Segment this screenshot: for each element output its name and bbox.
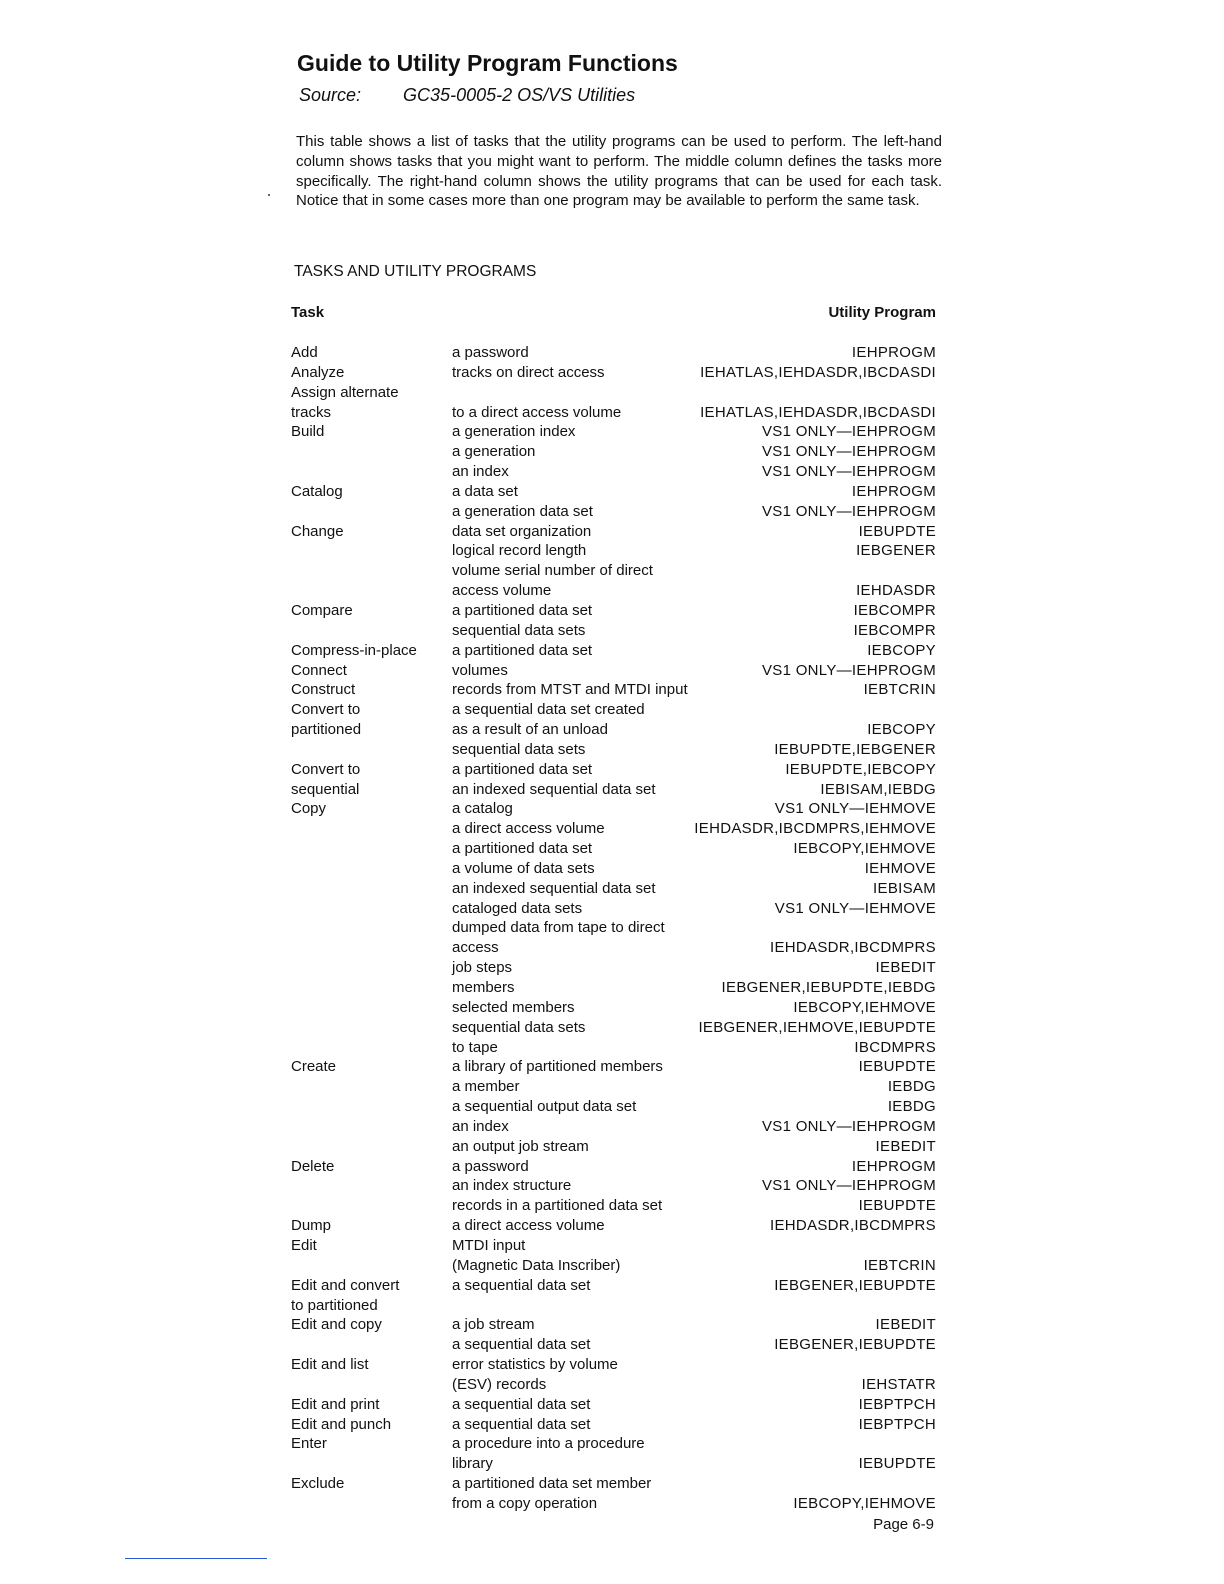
- description-cell: sequential data sets: [452, 740, 586, 758]
- task-cell: Copy: [291, 800, 327, 818]
- task-cell: Edit and print: [291, 1395, 380, 1413]
- description-cell: an output job stream: [452, 1137, 589, 1155]
- table-row: [0, 1315, 1224, 1335]
- program-cell: IEBUPDTE,IEBGENER: [774, 740, 936, 758]
- task-cell: Compress-in-place: [291, 641, 417, 659]
- description-cell: cataloged data sets: [452, 899, 583, 917]
- program-cell: VS1 ONLY—IEHPROGM: [761, 463, 936, 481]
- table-row: [0, 422, 1224, 442]
- table-row: [0, 780, 1224, 800]
- table-row: [0, 462, 1224, 482]
- description-cell: members: [452, 979, 515, 996]
- description-cell: (Magnetic Data Inscriber): [452, 1256, 621, 1274]
- program-cell: IEBUPDTE: [858, 522, 936, 540]
- program-cell: IEBUPDTE: [858, 1455, 936, 1473]
- footer-rule: [125, 1558, 267, 1559]
- task-table: [0, 343, 1224, 1514]
- description-cell: sequential data sets: [452, 621, 586, 639]
- task-cell: Delete: [291, 1157, 335, 1175]
- task-cell: Convert to: [291, 701, 361, 719]
- description-cell: dumped data from tape to direct: [452, 919, 665, 937]
- table-row: [0, 839, 1224, 859]
- table-row: [0, 899, 1224, 919]
- table-row: [0, 1296, 1224, 1316]
- table-row: [0, 879, 1224, 899]
- description-cell: a sequential output data set: [452, 1098, 637, 1116]
- description-cell: selected members: [452, 998, 575, 1016]
- table-row: [0, 1077, 1224, 1097]
- table-row: [0, 343, 1224, 363]
- task-cell: Change: [291, 522, 344, 540]
- program-cell: VS1 ONLY—IEHPROGM: [761, 1177, 936, 1195]
- program-cell: IEBGENER: [856, 542, 936, 560]
- task-cell: Add: [291, 344, 318, 361]
- table-row: [0, 1216, 1224, 1236]
- description-cell: as a result of an unload: [452, 721, 608, 739]
- description-cell: a partitioned data set member: [452, 1475, 652, 1493]
- description-cell: sequential data sets: [452, 1018, 586, 1036]
- source-value: GC35-0005-2 OS/VS Utilities: [403, 85, 636, 105]
- program-cell: IEHATLAS,IEHDASDR,IBCDASDI: [700, 403, 936, 421]
- table-row: [0, 1038, 1224, 1058]
- table-row: [0, 641, 1224, 661]
- program-cell: IEHPROGM: [851, 344, 936, 361]
- column-header-program: Utility Program: [828, 304, 936, 321]
- table-row: [0, 1157, 1224, 1177]
- program-cell: IEHDASDR: [856, 582, 936, 600]
- description-cell: a partitioned data set: [452, 840, 593, 858]
- description-cell: access volume: [452, 582, 552, 600]
- description-cell: to a direct access volume: [452, 403, 622, 421]
- program-cell: IEBTCRIN: [863, 681, 936, 699]
- column-header-task: Task: [291, 304, 325, 321]
- table-row: [0, 541, 1224, 561]
- description-cell: a generation: [452, 443, 536, 461]
- task-cell: Edit and punch: [291, 1415, 392, 1433]
- section-heading: TASKS AND UTILITY PROGRAMS: [294, 263, 537, 280]
- table-row: [0, 1097, 1224, 1117]
- description-cell: a partitioned data set: [452, 601, 593, 619]
- program-cell: VS1 ONLY—IEHPROGM: [761, 661, 936, 679]
- table-row: [0, 1176, 1224, 1196]
- margin-mark: [268, 194, 270, 196]
- program-cell: IEHPROGM: [851, 1157, 936, 1175]
- source-label: Source:: [299, 85, 362, 105]
- description-cell: library: [452, 1455, 493, 1473]
- table-row: [0, 1117, 1224, 1137]
- table-row: [0, 661, 1224, 681]
- program-cell: IEBGENER,IEBUPDTE: [774, 1336, 936, 1354]
- table-row: [0, 383, 1224, 403]
- task-cell: Catalog: [291, 482, 343, 500]
- table-row: [0, 1355, 1224, 1375]
- program-cell: IEBUPDTE: [858, 1058, 936, 1076]
- program-cell: IEHDASDR,IBCDMPRS,IEHMOVE: [694, 820, 936, 838]
- table-row: [0, 998, 1224, 1018]
- table-row: [0, 403, 1224, 423]
- table-row: [0, 1434, 1224, 1454]
- description-cell: a partitioned data set: [452, 760, 593, 778]
- task-cell: tracks: [291, 403, 332, 421]
- task-cell: Connect: [291, 661, 347, 679]
- page-number: Page 6-9: [873, 1516, 934, 1533]
- table-row: [0, 1256, 1224, 1276]
- table-row: [0, 1196, 1224, 1216]
- program-cell: IEBEDIT: [875, 1316, 936, 1334]
- description-cell: tracks on direct access: [452, 363, 605, 381]
- description-cell: an index: [452, 463, 509, 481]
- table-row: [0, 1494, 1224, 1514]
- program-cell: IEBDG: [887, 1098, 936, 1116]
- task-cell: Edit: [291, 1236, 317, 1254]
- table-row: [0, 601, 1224, 621]
- task-cell: Construct: [291, 681, 356, 699]
- task-cell: to partitioned: [291, 1296, 378, 1314]
- description-cell: an indexed sequential data set: [452, 780, 656, 798]
- description-cell: to tape: [452, 1038, 498, 1056]
- table-row: [0, 561, 1224, 581]
- task-cell: Compare: [291, 601, 353, 619]
- table-row: [0, 1395, 1224, 1415]
- program-cell: IEBCOPY,IEHMOVE: [793, 840, 936, 858]
- table-row: [0, 1057, 1224, 1077]
- description-cell: a sequential data set created: [452, 701, 645, 719]
- program-cell: IEBCOMPR: [853, 621, 936, 639]
- description-cell: a data set: [452, 482, 518, 500]
- program-cell: IEBUPDTE: [858, 1197, 936, 1215]
- program-cell: VS1 ONLY—IEHPROGM: [761, 443, 936, 461]
- table-row: [0, 918, 1224, 938]
- description-cell: (ESV) records: [452, 1375, 547, 1393]
- program-cell: IEBPTPCH: [858, 1415, 936, 1433]
- table-row: [0, 680, 1224, 700]
- table-row: [0, 581, 1224, 601]
- task-cell: Edit and copy: [291, 1316, 382, 1334]
- description-cell: an index: [452, 1117, 509, 1135]
- description-cell: a sequential data set: [452, 1336, 591, 1354]
- table-row: [0, 1276, 1224, 1296]
- description-cell: a generation index: [452, 423, 576, 441]
- program-cell: IEBISAM,IEBDG: [820, 780, 936, 798]
- description-cell: records in a partitioned data set: [452, 1197, 663, 1215]
- program-cell: IEBCOMPR: [853, 601, 936, 619]
- table-row: [0, 1018, 1224, 1038]
- task-cell: Assign alternate: [291, 383, 399, 401]
- program-cell: IEBGENER,IEBUPDTE,IEBDG: [721, 979, 936, 996]
- task-cell: Convert to: [291, 760, 361, 778]
- description-cell: from a copy operation: [452, 1494, 598, 1512]
- page-title: Guide to Utility Program Functions: [297, 50, 678, 76]
- table-row: [0, 819, 1224, 839]
- program-cell: IBCDMPRS: [854, 1038, 936, 1056]
- program-cell: IEHDASDR,IBCDMPRS: [770, 939, 936, 957]
- table-row: [0, 522, 1224, 542]
- program-cell: IEBDG: [887, 1078, 936, 1096]
- table-row: [0, 740, 1224, 760]
- description-cell: data set organization: [452, 522, 592, 540]
- description-cell: logical record length: [452, 542, 587, 560]
- table-row: [0, 1454, 1224, 1474]
- description-cell: a sequential data set: [452, 1395, 591, 1413]
- description-cell: a volume of data sets: [452, 859, 595, 877]
- program-cell: IEBEDIT: [875, 959, 936, 977]
- program-cell: IEHMOVE: [864, 859, 936, 877]
- task-cell: sequential: [291, 780, 360, 798]
- program-cell: IEBPTPCH: [858, 1395, 936, 1413]
- description-cell: an index structure: [452, 1177, 572, 1195]
- table-row: [0, 978, 1224, 998]
- task-cell: Analyze: [291, 363, 345, 381]
- program-cell: IEBGENER,IEBUPDTE: [774, 1276, 936, 1294]
- program-cell: IEBCOPY: [867, 721, 936, 739]
- program-cell: IEHSTATR: [861, 1375, 936, 1393]
- description-cell: job steps: [452, 959, 513, 977]
- table-row: [0, 859, 1224, 879]
- table-row: [0, 482, 1224, 502]
- program-cell: IEHATLAS,IEHDASDR,IBCDASDI: [700, 363, 936, 381]
- program-cell: VS1 ONLY—IEHPROGM: [761, 502, 936, 520]
- description-cell: records from MTST and MTDI input: [452, 681, 688, 699]
- program-cell: IEBUPDTE,IEBCOPY: [785, 760, 936, 778]
- program-cell: VS1 ONLY—IEHMOVE: [774, 899, 936, 917]
- program-cell: IEBCOPY,IEHMOVE: [793, 1494, 936, 1512]
- table-row: [0, 938, 1224, 958]
- task-cell: Dump: [291, 1217, 332, 1235]
- table-row: [0, 720, 1224, 740]
- description-cell: error statistics by volume: [452, 1356, 618, 1374]
- program-cell: IEBCOPY: [867, 641, 936, 659]
- program-cell: IEBEDIT: [875, 1137, 936, 1155]
- program-cell: IEBTCRIN: [863, 1256, 936, 1274]
- description-cell: a procedure into a procedure: [452, 1435, 645, 1453]
- table-row: [0, 442, 1224, 462]
- task-cell: Enter: [291, 1435, 327, 1453]
- table-row: [0, 1335, 1224, 1355]
- description-cell: a partitioned data set: [452, 641, 593, 659]
- description-cell: a sequential data set: [452, 1415, 591, 1433]
- task-cell: Edit and convert: [291, 1276, 400, 1294]
- table-row: [0, 1375, 1224, 1395]
- description-cell: a password: [452, 1157, 529, 1175]
- table-row: [0, 502, 1224, 522]
- table-row: [0, 621, 1224, 641]
- table-row: [0, 1236, 1224, 1256]
- description-cell: a member: [452, 1078, 520, 1096]
- description-cell: access: [452, 939, 499, 957]
- description-cell: a generation data set: [452, 502, 593, 520]
- description-cell: MTDI input: [452, 1236, 526, 1254]
- program-cell: IEHPROGM: [851, 482, 936, 500]
- description-cell: a direct access volume: [452, 1217, 605, 1235]
- source-line: [299, 85, 635, 106]
- table-row: [0, 1415, 1224, 1435]
- intro-paragraph: This table shows a list of tasks that the utility programs can be used to perform. The left-hand column shows tasks that you might want to perform. The middle column defines the tasks more specifically. The right-hand column shows the utility programs that can be used for each task. Notice that in some cases more than one program may be available to perform the same task.: [296, 133, 942, 210]
- table-row: [0, 700, 1224, 720]
- table-row: [0, 363, 1224, 383]
- program-cell: IEBISAM: [873, 879, 936, 897]
- description-cell: a catalog: [452, 800, 513, 818]
- program-cell: IEBCOPY,IEHMOVE: [793, 998, 936, 1016]
- task-cell: Build: [291, 423, 325, 441]
- table-row: [0, 1474, 1224, 1494]
- table-row: [0, 799, 1224, 819]
- program-cell: VS1 ONLY—IEHPROGM: [761, 1117, 936, 1135]
- description-cell: volumes: [452, 661, 508, 679]
- description-cell: a sequential data set: [452, 1276, 591, 1294]
- task-cell: Exclude: [291, 1475, 345, 1493]
- task-cell: Edit and list: [291, 1356, 369, 1374]
- program-cell: VS1 ONLY—IEHPROGM: [761, 423, 936, 441]
- description-cell: a direct access volume: [452, 820, 605, 838]
- description-cell: volume serial number of direct: [452, 562, 653, 580]
- task-cell: partitioned: [291, 721, 362, 739]
- program-cell: IEBGENER,IEHMOVE,IEBUPDTE: [698, 1018, 936, 1036]
- description-cell: a library of partitioned members: [452, 1058, 663, 1076]
- table-row: [0, 760, 1224, 780]
- table-row: [0, 1137, 1224, 1157]
- program-cell: VS1 ONLY—IEHMOVE: [774, 800, 936, 818]
- task-cell: Create: [291, 1058, 337, 1076]
- description-cell: a job stream: [452, 1316, 535, 1334]
- program-cell: IEHDASDR,IBCDMPRS: [770, 1217, 936, 1235]
- description-cell: a password: [452, 344, 529, 361]
- description-cell: an indexed sequential data set: [452, 879, 656, 897]
- table-row: [0, 958, 1224, 978]
